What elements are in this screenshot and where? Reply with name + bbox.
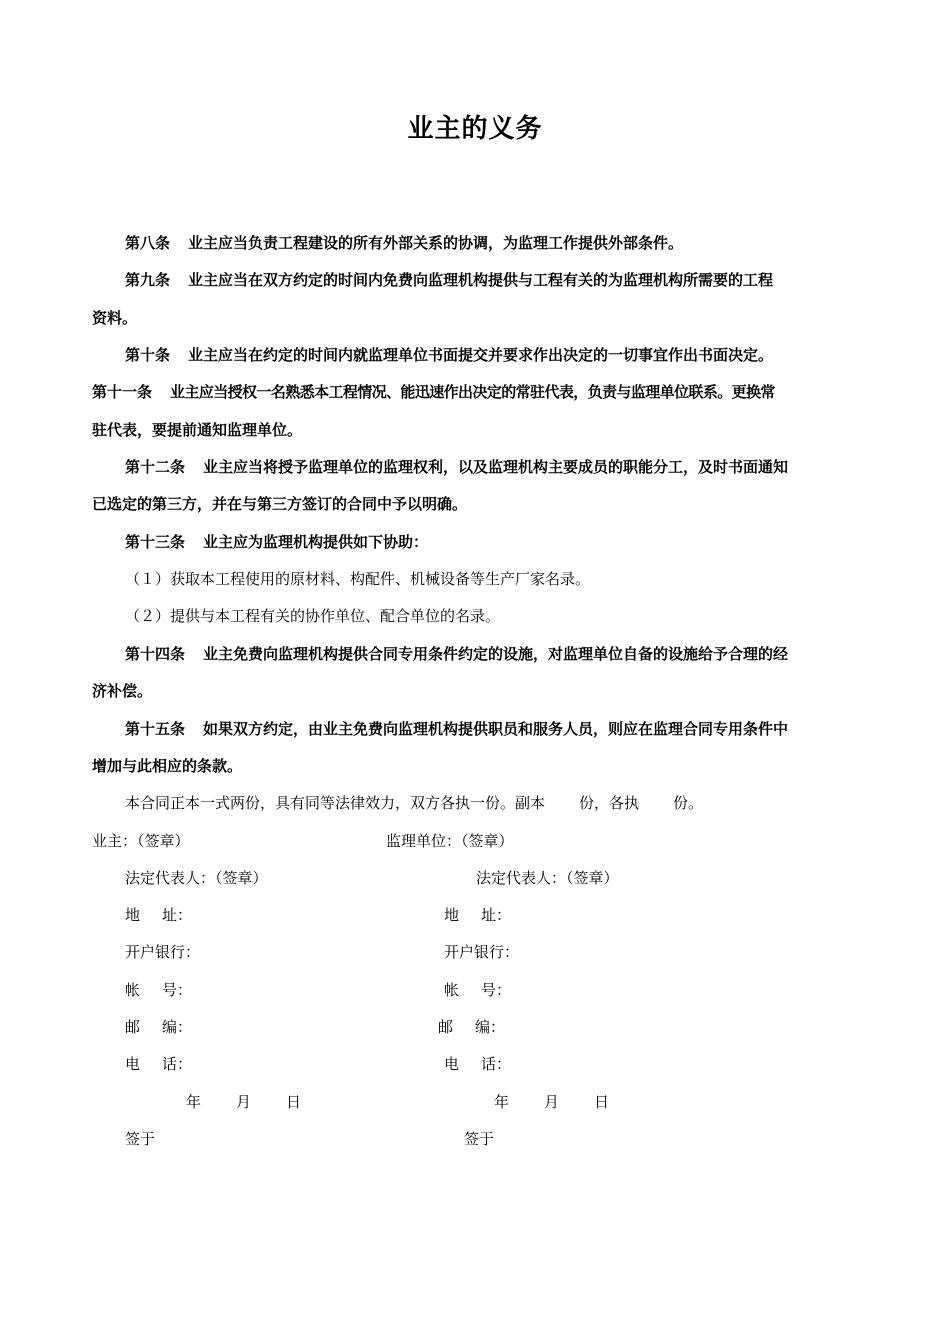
field-label: 话： — [162, 1055, 193, 1073]
article-11-cont: 驻代表，要提前通知监理单位。 — [92, 421, 303, 439]
field-label: 邮 — [438, 1018, 454, 1036]
article-number: 第十四条 — [125, 645, 186, 663]
copies-clause-text: 本合同正本一式两份，具有同等法律效力，双方各执一份。副本 — [125, 794, 546, 812]
field-label: 帐 — [444, 981, 460, 999]
article-9 — [125, 270, 773, 290]
field-label: 电 — [125, 1055, 141, 1073]
owner-label: 业主：（签章） — [92, 832, 190, 850]
date-day: 日 — [286, 1093, 302, 1111]
supervisor-account — [444, 980, 511, 1000]
owner-postcode — [125, 1017, 192, 1037]
field-label: 号： — [162, 981, 193, 999]
article-number: 第十条 — [125, 346, 171, 364]
field-label: 号： — [481, 981, 512, 999]
article-15 — [125, 719, 788, 739]
date-day: 日 — [594, 1093, 610, 1111]
field-label: 地 — [125, 906, 141, 924]
document-title: 业主的义务 — [407, 114, 543, 144]
owner-account — [125, 980, 192, 1000]
supervisor-postcode — [438, 1017, 505, 1037]
article-14 — [125, 644, 788, 664]
field-label: 编： — [475, 1018, 506, 1036]
copies-clause-text: 份。 — [673, 794, 704, 812]
article-12-cont: 已选定的第三方，并在与第三方签订的合同中予以明确。 — [92, 495, 468, 513]
field-label: 址： — [162, 906, 193, 924]
field-label: 址： — [481, 906, 512, 924]
article-12 — [125, 457, 788, 477]
field-label: 编： — [162, 1018, 193, 1036]
article-number: 第十二条 — [125, 458, 186, 476]
article-11 — [92, 382, 775, 402]
date-month: 月 — [236, 1093, 252, 1111]
copies-clause — [125, 793, 703, 813]
article-text: 业主应当将授予监理单位的监理权利，以及监理机构主要成员的职能分工，及时书面通知 — [203, 458, 789, 476]
article-number: 第十三条 — [125, 533, 186, 551]
field-label: 话： — [481, 1055, 512, 1073]
article-text: 如果双方约定，由业主免费向监理机构提供职员和服务人员，则应在监理合同专用条件中 — [203, 720, 789, 738]
article-9-cont: 资料。 — [92, 309, 138, 327]
date-month: 月 — [544, 1093, 560, 1111]
supervisor-rep: 法定代表人：（签章） — [476, 869, 619, 887]
article-text: 业主应当授权一名熟悉本工程情况、能迅速作出决定的常驻代表，负责与监理单位联系。更换常 — [170, 383, 775, 401]
supervisor-phone — [444, 1054, 511, 1074]
article-13 — [125, 532, 428, 552]
article-text: 业主免费向监理机构提供合同专用条件约定的设施，对监理单位自备的设施给予合理的经 — [203, 645, 789, 663]
owner-phone — [125, 1054, 192, 1074]
article-15-cont: 增加与此相应的条款。 — [92, 757, 243, 775]
owner-bank: 开户银行： — [125, 943, 201, 961]
supervisor-address — [444, 905, 511, 925]
supervisor-date — [494, 1092, 609, 1112]
field-label: 帐 — [125, 981, 141, 999]
assist-item-2: （２）提供与本工程有关的协作单位、配合单位的名录。 — [125, 607, 501, 625]
article-text: 业主应当在双方约定的时间内免费向监理机构提供与工程有关的为监理机构所需要的工程 — [188, 271, 774, 289]
owner-signed-at: 签于 — [125, 1130, 156, 1148]
field-label: 地 — [444, 906, 460, 924]
article-text: 业主应当负责工程建设的所有外部关系的协调，为监理工作提供外部条件。 — [188, 234, 684, 252]
article-text: 业主应为监理机构提供如下协助： — [203, 533, 429, 551]
date-year: 年 — [186, 1093, 202, 1111]
supervisor-bank: 开户银行： — [444, 943, 520, 961]
article-number: 第十一条 — [92, 383, 153, 401]
owner-date — [186, 1092, 301, 1112]
owner-rep: 法定代表人：（签章） — [125, 869, 268, 887]
field-label: 邮 — [125, 1018, 141, 1036]
supervisor-signed-at: 签于 — [464, 1130, 495, 1148]
owner-address — [125, 905, 192, 925]
article-8 — [125, 233, 683, 253]
article-14-cont: 济补偿。 — [92, 682, 153, 700]
assist-item-1: （１）获取本工程使用的原材料、构配件、机械设备等生产厂家名录。 — [125, 570, 591, 588]
supervisor-label: 监理单位：（签章） — [386, 832, 514, 850]
field-label: 电 — [444, 1055, 460, 1073]
article-number: 第八条 — [125, 234, 171, 252]
article-number: 第九条 — [125, 271, 171, 289]
copies-clause-text: 份，各执 — [579, 794, 640, 812]
article-10 — [125, 345, 773, 365]
date-year: 年 — [494, 1093, 510, 1111]
article-text: 业主应当在约定的时间内就监理单位书面提交并要求作出决定的一切事宜作出书面决定。 — [188, 346, 774, 364]
article-number: 第十五条 — [125, 720, 186, 738]
